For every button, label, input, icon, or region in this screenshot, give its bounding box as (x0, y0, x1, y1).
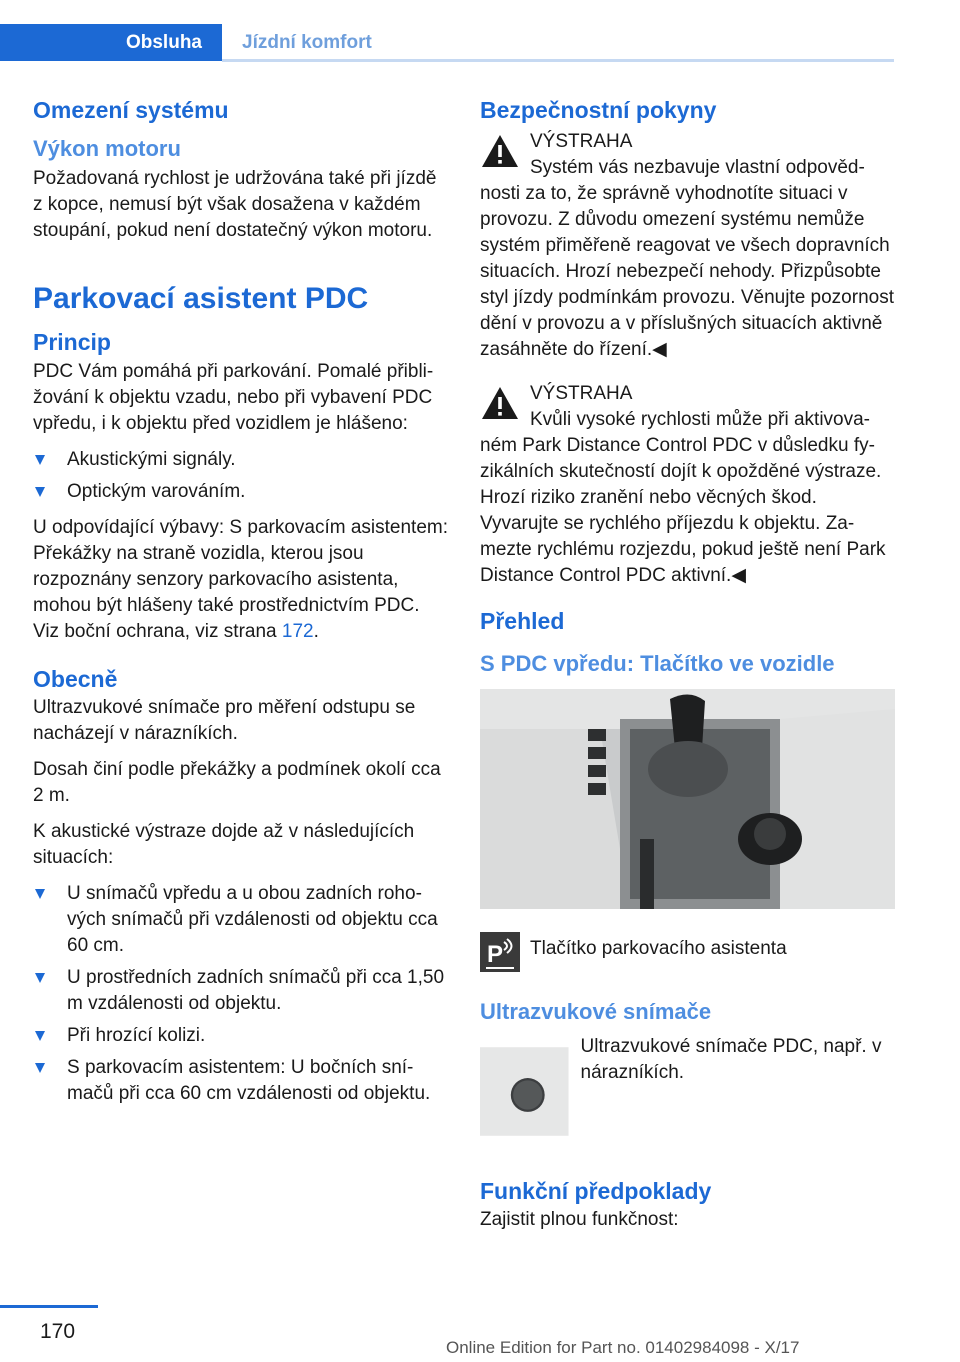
bullet-triangle-icon (35, 1031, 45, 1041)
engine-paragraph: Požadovaná rychlost je udržována také při jízdě z kopce, nemusí být však dosažena v každém stoupání, pokud není dostatečný výkon motoru. (33, 168, 437, 242)
heading-front-pdc: S PDC vpředu: Tlačítko ve vozidle (480, 650, 835, 676)
bullet-triangle-icon (35, 889, 45, 899)
equipment-paragraph: U odpovídající výbavy: S parkovacím asistentem: Překážky na straně vozidla, kterou jsou rozpoznány senzory parkovacího asistenta, mohou být hlášeny také prostřednictvím PDC. Viz boční ochrana, viz strana 172. (33, 516, 449, 642)
list-item: U snímačů vpředu a u obou zadních rohových snímačů při vzdálenosti od objektu cca 60 cm. (33, 881, 449, 959)
heading-overview: Přehled (480, 607, 565, 634)
parking-assistant-button-icon (480, 932, 520, 972)
header-divider (222, 59, 894, 62)
general-paragraph-1: Ultrazvukové snímače pro měření odstupu se nacházejí v nárazníkích. (33, 697, 416, 745)
edition-text: Online Edition for Part no. 01402984098 - X/17 (446, 1338, 800, 1357)
left-column (33, 96, 449, 1117)
list-item: S parkovacím asistentem: U bočních snímačů při cca 60 cm vzdálenosti od objektu. (33, 1055, 449, 1107)
bullet-triangle-icon (35, 487, 45, 497)
bullet-triangle-icon (35, 455, 45, 465)
warning-2-text: Kvůli vysoké rychlosti může při aktivovaném Park Distance Control PDC v důsledku fyzikálních skutečností dojít k opožděné výstraze. Hrozí riziko zranění nebo věcných škod. Vyvarujte se rychlého příjezdu k objektu. Zamezte rychlému rozjezdu, pokud ještě není Park Distance Control PDC aktivní.◀ (480, 408, 886, 586)
heading-ultrasonic-sensors: Ultrazvukové snímače (480, 999, 712, 1024)
warning-1-text: Systém vás nezbavuje vlastní odpovědnosti za to, že správně vyhodnotíte situaci v provozu. Z důvodu omezení systému nemůže systém přiměřeně reagovat ve všech dopravních situacích. Hrozí nebezpečí nehody. Přizpůsobte styl jízdy podmínkám provozu. Věnujte pozornost dění v provozu a v příslušných situacích aktivně zasáhněte do řízení.◀ (480, 156, 894, 360)
signal-list (33, 447, 449, 505)
page-number: 170 (40, 1320, 76, 1343)
tab-jizdni-komfort[interactable]: Jízdní komfort (242, 31, 372, 53)
list-item: Akustickými signály. (33, 447, 449, 473)
principle-paragraph: PDC Vám pomáhá při parkování. Pomalé přibližování k objektu vzadu, nebo při vybavení PDC vpředu, i k objektu před vozidlem je hlášeno: (33, 360, 434, 434)
heading-general: Obecně (33, 665, 118, 692)
page-link-172[interactable]: 172 (281, 620, 314, 642)
warning-distance-list (33, 881, 449, 1107)
svg-text:P: P (487, 941, 504, 968)
general-paragraph-3: K akustické výstraze dojde až v následujících situacích: (33, 821, 415, 869)
warning-2-title: VÝSTRAHA (530, 382, 633, 404)
bullet-triangle-icon (35, 973, 45, 983)
heading-system-limits: Omezení systému (33, 97, 229, 123)
warning-block-1 (480, 129, 896, 363)
list-item: U prostředních zadních snímačů při cca 1,50 m vzdálenosti od objektu. (33, 965, 449, 1017)
heading-requirements: Funkční předpoklady (480, 1177, 712, 1204)
list-item: Optickým varováním. (33, 479, 449, 505)
sensor-row (480, 1034, 896, 1149)
button-caption: Tlačítko parkovacího asistenta (530, 938, 787, 959)
warning-triangle-icon (480, 385, 520, 421)
heading-safety: Bezpečnostní pokyny (480, 97, 717, 123)
heading-pdc: Parkovací asistent PDC (33, 282, 369, 316)
ultrasonic-sensor-image (480, 1034, 569, 1149)
bullet-triangle-icon (35, 1063, 45, 1073)
list-item: Při hrozící kolizi. (33, 1023, 449, 1049)
right-column (480, 96, 896, 1243)
heading-engine-power: Výkon motoru (33, 135, 181, 161)
footer-divider (0, 1305, 98, 1308)
warning-block-2 (480, 381, 896, 589)
page-header (0, 0, 960, 62)
pdc-button-row (480, 932, 896, 972)
general-paragraph-2: Dosah činí podle překážky a podmínek okolí cca 2 m. (33, 759, 441, 807)
center-console-photo (480, 689, 895, 909)
requirements-text: Zajistit plnou funkčnost: (480, 1209, 679, 1231)
tab-obsluha[interactable]: Obsluha (0, 24, 222, 61)
heading-principle: Princip (33, 328, 111, 355)
warning-1-title: VÝSTRAHA (530, 130, 633, 152)
sensors-text: Ultrazvukové snímače PDC, např. v nárazníkích. (580, 1035, 882, 1083)
warning-triangle-icon (480, 133, 520, 169)
